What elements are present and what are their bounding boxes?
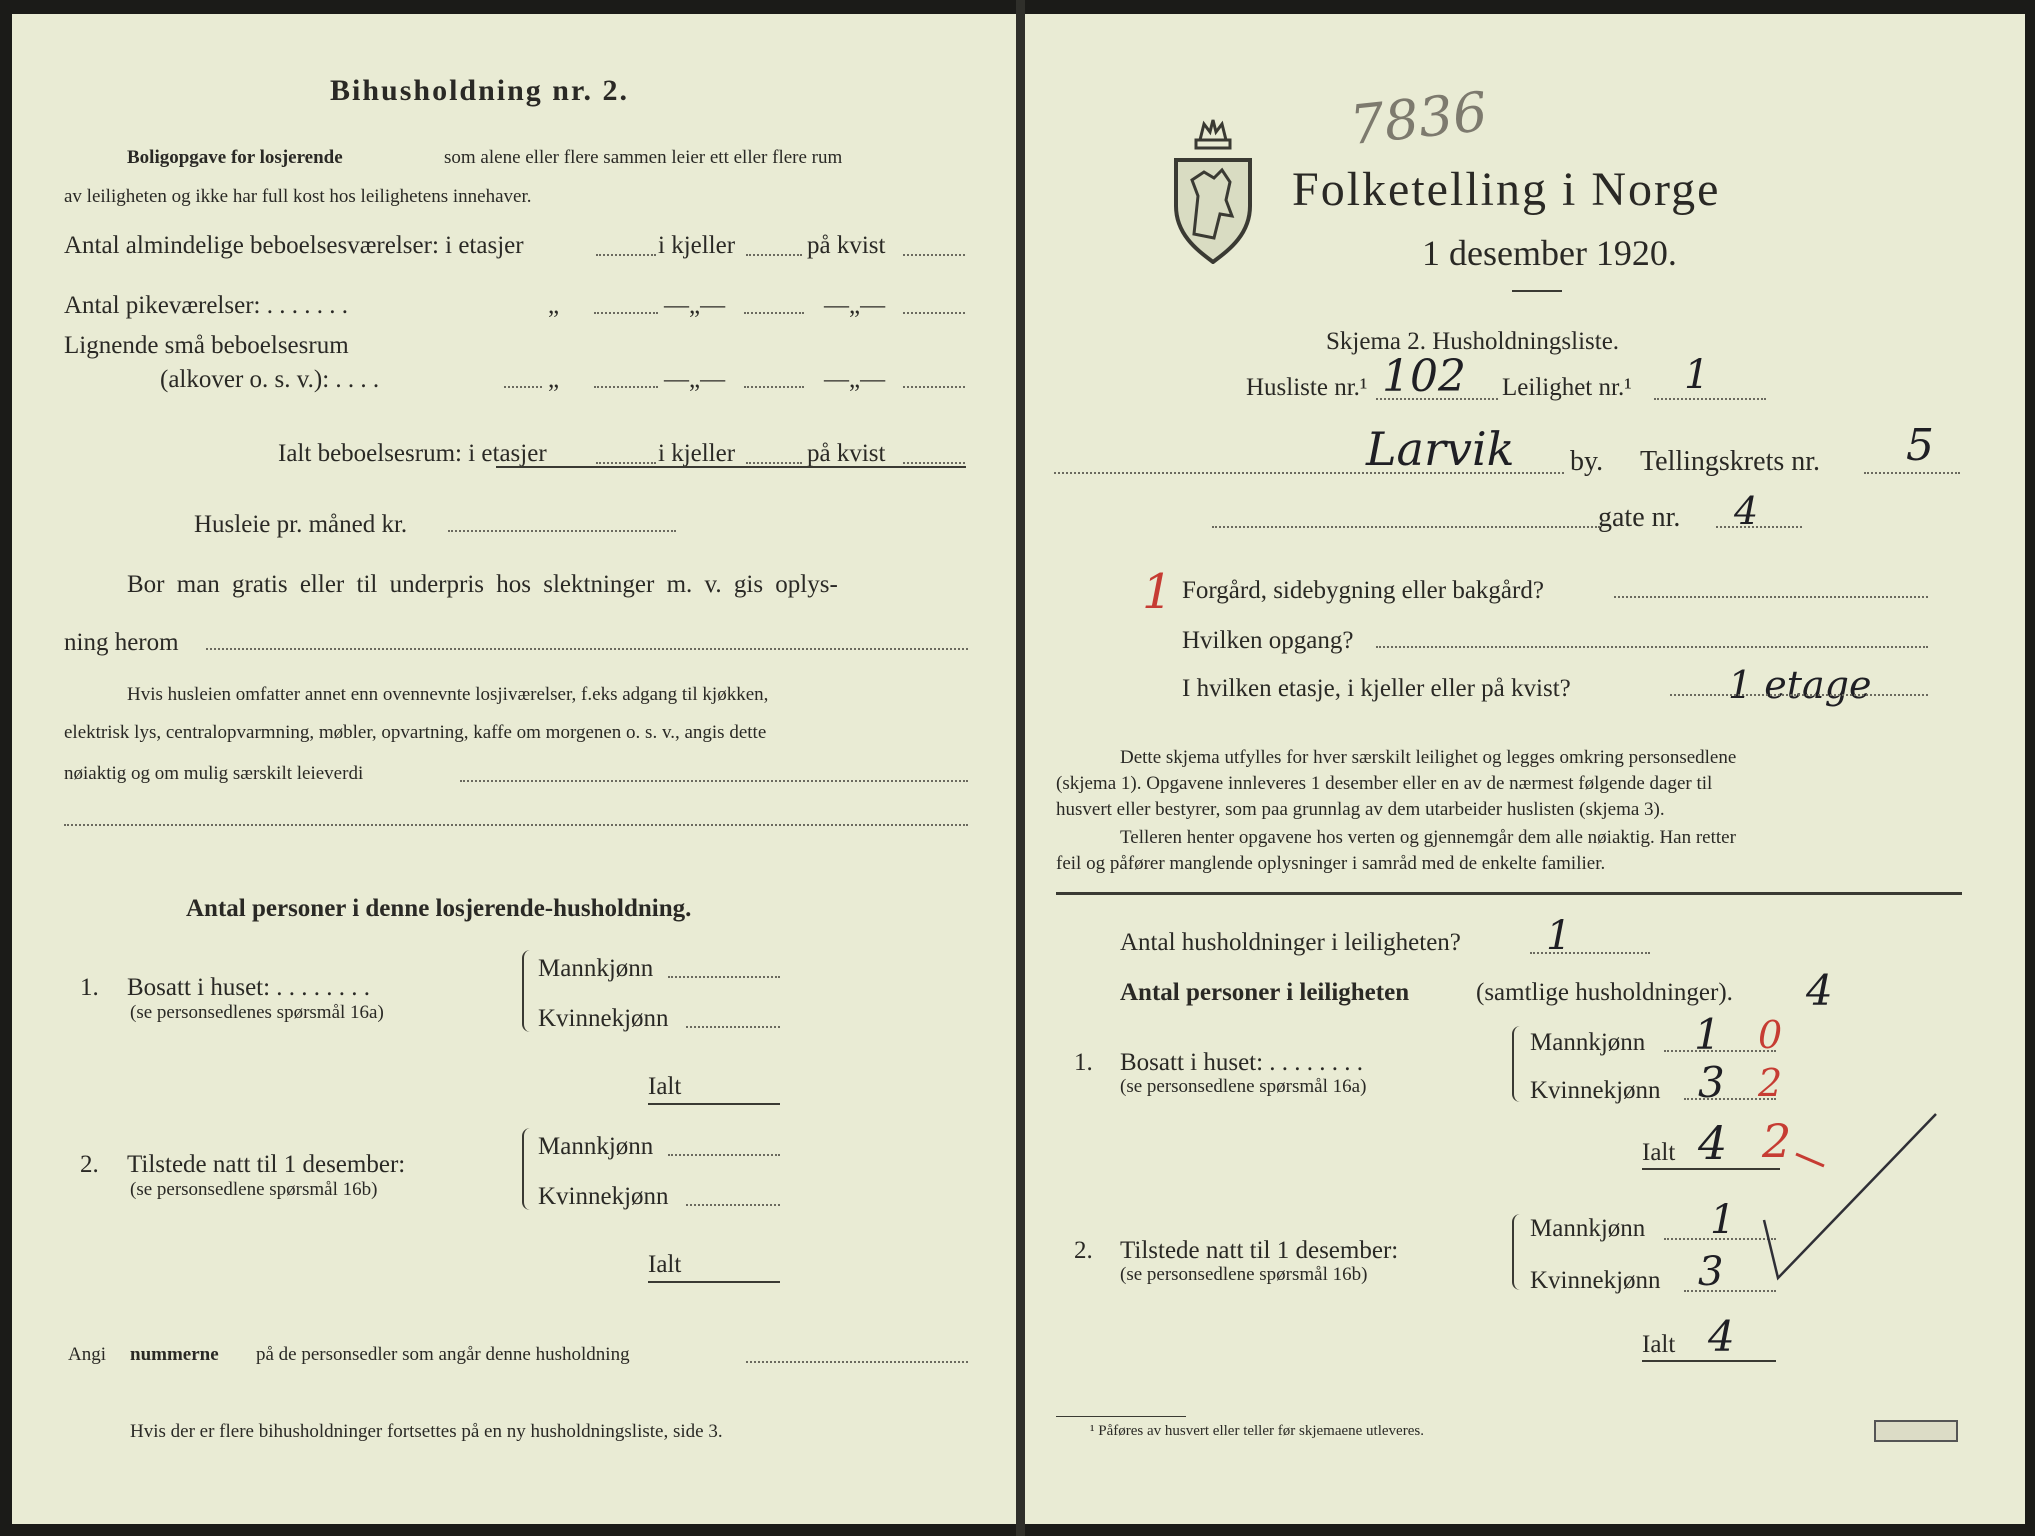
rooms-kjeller-label: i kjeller: [658, 232, 736, 259]
right-q2-mann: Mannkjønn: [1530, 1215, 1646, 1242]
krets-field[interactable]: [1864, 472, 1960, 474]
etasje-field[interactable]: [1670, 694, 1928, 696]
angi-pre: Angi: [68, 1344, 106, 1365]
left-q1-mann-field[interactable]: [668, 976, 780, 978]
left-q2-note: (se personsedlene spørsmål 16b): [130, 1179, 378, 1200]
husliste-value: 102: [1382, 351, 1466, 402]
ialt-kjeller-field[interactable]: [746, 462, 802, 464]
right-q1-label: Bosatt i huset: . . . . . . . .: [1120, 1049, 1364, 1076]
section-rule: [1056, 892, 1962, 895]
gratis-field[interactable]: [206, 648, 968, 650]
alk-dash2: —„—: [824, 366, 886, 393]
alk-kjeller-field[interactable]: [744, 386, 804, 388]
right-q1-mann-value: 1: [1694, 1010, 1721, 1059]
hvis-line1: Hvis husleien omfatter annet enn ovennevnte losjiværelser, f.eks adgang til kjøkken,: [127, 684, 769, 705]
right-q1-ialt-value: 4: [1698, 1116, 1728, 1170]
census-date: 1 desember 1920.: [1422, 233, 1677, 273]
archive-number: 7836: [1347, 79, 1491, 158]
right-q1-mann-field[interactable]: [1664, 1050, 1776, 1052]
coat-of-arms-icon: [1170, 116, 1256, 264]
gratis-line2: ning herom: [64, 629, 179, 656]
left-q1-ialt: Ialt: [648, 1073, 682, 1100]
leieverdi-field-2[interactable]: [64, 824, 968, 826]
right-q2-ialt-field[interactable]: [1642, 1360, 1776, 1362]
angi-field[interactable]: [746, 1361, 968, 1363]
gate-label: gate nr.: [1598, 502, 1681, 533]
left-q1-mann: Mannkjønn: [538, 955, 654, 982]
left-q2-number: 2.: [80, 1151, 99, 1178]
left-q1-note: (se personsedlenes spørsmål 16a): [130, 1002, 384, 1023]
alk-etasjer-field[interactable]: [594, 386, 658, 388]
etasje-value: 1 etage: [1728, 663, 1872, 707]
right-q2-brace: [1512, 1214, 1524, 1290]
lignende-label: Lignende små beboelsesrum: [64, 332, 349, 359]
left-q2-label: Tilstede natt til 1 desember:: [127, 1151, 406, 1178]
intro-line2: av leiligheten og ikke har full kost hos leilighetens innehaver.: [64, 186, 532, 207]
opgang-field[interactable]: [1376, 646, 1928, 648]
pike-etasjer-field[interactable]: [594, 312, 658, 314]
right-q1-kvinne-corrected: 2: [1758, 1061, 1783, 1105]
left-q2-mann: Mannkjønn: [538, 1133, 654, 1160]
instr-line2: (skjema 1). Opgavene innleveres 1 desember eller en av de nærmest følgende dager til: [1056, 773, 1713, 794]
alk-kvist-field[interactable]: [903, 386, 965, 388]
krets-label: Tellingskrets nr.: [1640, 446, 1821, 477]
husliste-label: Husliste nr.¹: [1246, 374, 1368, 401]
rooms-kvist-field[interactable]: [903, 254, 965, 256]
pike-kjeller-field[interactable]: [744, 312, 804, 314]
gate-name-field[interactable]: [1212, 526, 1600, 528]
leilighet-value: 1: [1684, 352, 1710, 398]
left-q2-kvinne: Kvinnekjønn: [538, 1183, 669, 1210]
left-q2-kvinne-field[interactable]: [686, 1204, 780, 1206]
ialt-etasjer-field[interactable]: [596, 462, 656, 464]
left-q1-label: Bosatt i huset: . . . . . . . .: [127, 974, 371, 1001]
right-q2-ialt-value: 4: [1708, 1312, 1735, 1361]
krets-value: 5: [1906, 420, 1934, 471]
antal-pers-label: (samtlige husholdninger).: [1476, 979, 1733, 1006]
right-q1-ialt: Ialt: [1642, 1139, 1676, 1166]
right-q2-label: Tilstede natt til 1 desember:: [1120, 1237, 1399, 1264]
skjema-label: Skjema 2. Husholdningsliste.: [1326, 328, 1620, 355]
antal-hush-label: Antal husholdninger i leiligheten?: [1120, 929, 1461, 956]
gate-field[interactable]: [1716, 526, 1802, 528]
town-value: Larvik: [1366, 422, 1515, 476]
instr-line3: husvert eller bestyrer, som paa grunnlag av dem utarbeider huslisten (skjema 3).: [1056, 799, 1665, 820]
right-q2-kvinne: Kvinnekjønn: [1530, 1267, 1661, 1294]
left-footer: Hvis der er flere bihusholdninger fortsettes på en ny husholdningsliste, side 3.: [130, 1421, 723, 1442]
ialt-rum-label: Ialt beboelsesrum: i etasjer: [278, 440, 547, 467]
right-q1-mann-corrected: 0: [1758, 1013, 1783, 1057]
footnote: ¹ Påføres av husvert eller teller før skjemaene utleveres.: [1090, 1423, 1424, 1439]
leilighet-field[interactable]: [1654, 398, 1766, 400]
gratis-line1: Bor man gratis eller til underpris hos slektninger m. v. gis oplys-: [127, 571, 838, 598]
alk-dash1: —„—: [664, 366, 726, 393]
alk-quote: „: [548, 366, 560, 393]
leilighet-label: Leilighet nr.¹: [1502, 374, 1632, 401]
gate-value: 4: [1734, 489, 1759, 533]
alkover-label: (alkover o. s. v.): . . . .: [160, 366, 380, 393]
by-label: by.: [1570, 446, 1604, 477]
leieverdi-field[interactable]: [460, 780, 968, 782]
antal-heading: Antal personer i denne losjerende-husholdning.: [186, 895, 692, 922]
angi-text: på de personsedler som angår denne husholdning: [256, 1344, 630, 1365]
intro-text: som alene eller flere sammen leier ett eller flere rum: [444, 147, 843, 168]
antal-pers-value: 4: [1806, 966, 1833, 1015]
forgard-mark: 1: [1142, 564, 1173, 620]
right-q1-mann: Mannkjønn: [1530, 1029, 1646, 1056]
husliste-field[interactable]: [1376, 398, 1498, 400]
pike-dash2: —„—: [824, 292, 886, 319]
angi-bold: nummerne: [130, 1344, 219, 1365]
right-q1-kvinne: Kvinnekjønn: [1530, 1077, 1661, 1104]
census-title: Folketelling i Norge: [1292, 163, 1721, 216]
rooms-label: Antal almindelige beboelsesværelser: i etasjer: [64, 232, 524, 259]
printer-stamp: [1874, 1420, 1958, 1442]
instr-line1: Dette skjema utfylles for hver særskilt leilighet og legges omkring personsedlene: [1120, 747, 1737, 768]
left-q2-ialt: Ialt: [648, 1251, 682, 1278]
left-q2-brace: [522, 1128, 534, 1210]
instr-line4: Telleren henter opgavene hos verten og gjennemgår dem alle nøiaktig. Han retter: [1120, 827, 1736, 848]
intro-bold: Boligopgave for losjerende: [127, 147, 343, 168]
right-q2-note: (se personsedlene spørsmål 16b): [1120, 1264, 1368, 1285]
pike-kvist-field[interactable]: [903, 312, 965, 314]
right-q1-number: 1.: [1074, 1049, 1093, 1076]
opgang-label: Hvilken opgang?: [1182, 627, 1354, 654]
husleie-label: Husleie pr. måned kr.: [194, 511, 408, 538]
left-q2-ialt-field[interactable]: [648, 1281, 780, 1283]
hvis-line3: nøiaktig og om mulig særskilt leieverdi: [64, 763, 364, 784]
left-q1-ialt-field[interactable]: [648, 1103, 780, 1105]
forgard-label: Forgård, sidebygning eller bakgård?: [1182, 577, 1544, 604]
pike-quote: „: [548, 292, 560, 319]
right-q1-note: (se personsedlene spørsmål 16a): [1120, 1076, 1367, 1097]
right-q2-ialt: Ialt: [1642, 1331, 1676, 1358]
instr-line5: feil og påfører manglende oplysninger i samråd med de enkelte familier.: [1056, 853, 1606, 874]
left-q1-kvinne: Kvinnekjønn: [538, 1005, 669, 1032]
title-rule: [1512, 290, 1562, 292]
right-q1-brace: [1512, 1026, 1524, 1102]
left-q1-brace: [522, 950, 534, 1032]
pike-label: Antal pikeværelser: . . . . . . .: [64, 292, 348, 319]
right-q2-number: 2.: [1074, 1237, 1093, 1264]
rooms-etasjer-field[interactable]: [596, 254, 656, 256]
ialt-kvist-label: på kvist: [807, 440, 886, 467]
right-q2-mann-value: 1: [1710, 1197, 1736, 1243]
rooms-kjeller-field[interactable]: [746, 254, 802, 256]
antal-hush-value: 1: [1546, 913, 1572, 959]
pike-dash1: —„—: [664, 292, 726, 319]
right-q2-kvinne-value: 3: [1698, 1249, 1724, 1295]
forgard-field[interactable]: [1614, 596, 1928, 598]
husleie-field[interactable]: [448, 530, 676, 532]
footnote-rule: [1056, 1416, 1186, 1417]
antal-hush-field[interactable]: [1530, 952, 1650, 954]
right-q1-ialt-corrected: 2: [1762, 1114, 1792, 1168]
left-q1-kvinne-field[interactable]: [686, 1026, 780, 1028]
etasje-label: I hvilken etasje, i kjeller eller på kvist?: [1182, 675, 1571, 702]
alkover-lead-field[interactable]: [504, 386, 542, 388]
page-fold: [1016, 0, 1025, 1536]
right-q1-kvinne-value: 3: [1698, 1058, 1725, 1107]
ialt-rule: [496, 466, 966, 468]
ialt-kjeller-label: i kjeller: [658, 440, 736, 467]
ialt-kvist-field[interactable]: [903, 462, 965, 464]
rooms-kvist-label: på kvist: [807, 232, 886, 259]
right-q1-kvinne-field[interactable]: [1684, 1098, 1776, 1100]
left-title: Bihusholdning nr. 2.: [330, 74, 630, 107]
hvis-line2: elektrisk lys, centralopvarmning, møbler, opvartning, kaffe om morgenen o. s. v., angis dette: [64, 722, 767, 743]
right-q2-kvinne-field[interactable]: [1684, 1290, 1776, 1292]
left-q2-mann-field[interactable]: [668, 1154, 780, 1156]
antal-pers-bold: Antal personer i leiligheten: [1120, 979, 1410, 1006]
check-mark-icon: [1760, 1110, 1940, 1290]
left-q1-number: 1.: [80, 974, 99, 1001]
